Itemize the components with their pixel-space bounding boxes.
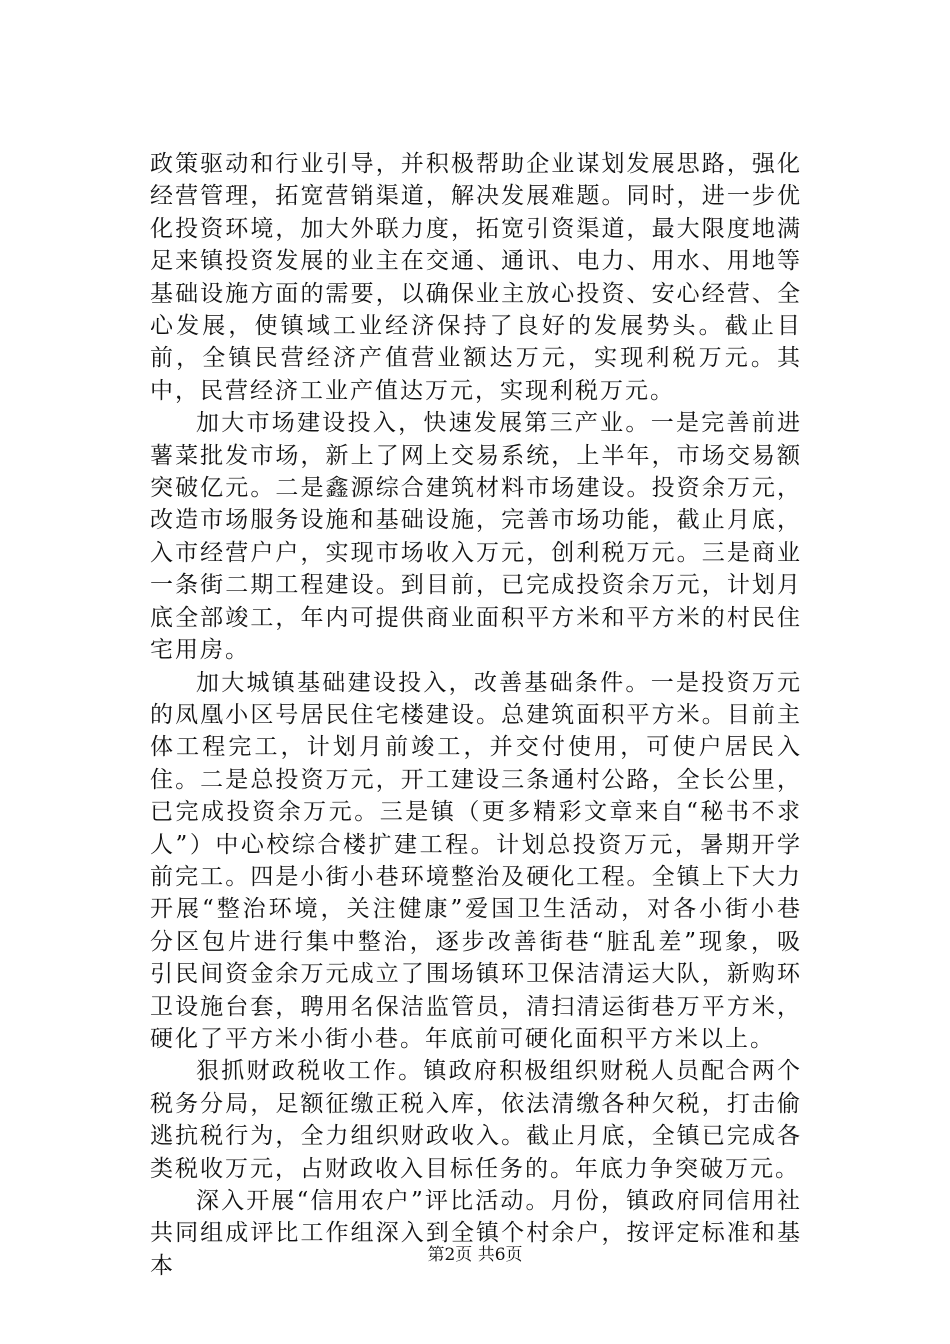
document-body (150, 148, 802, 1282)
paragraph-town-infrastructure: 加大城镇基础建设投入，改善基础条件。一是投资万元的凤凰小区号居民住宅楼建设。总建筑面积平方米。目前主体工程完工，计划月前竣工，并交付使用，可使户居民入住。二是总投资万元，开工建设三条通村公路，全长公里，已完成投资余万元。三是镇（更多精彩文章来自“秘书不求人”）中心校综合楼扩建工程。计划总投资万元，暑期开学前完工。四是小街小巷环境整治及硬化工程。全镇上下大力开展“整治环境，关注健康”爱国卫生活动，对各小街小巷分区包片进行集中整治，逐步改善街巷“脏乱差”现象，吸引民间资金余万元成立了围场镇环卫保洁清运大队，新购环卫设施台套，聘用名保洁监管员，清扫清运街巷万平方米，硬化了平方米小街小巷。年底前可硬化面积平方米以上。 (150, 669, 802, 1052)
page-number: 第2页 共6页 (427, 1245, 523, 1265)
paragraph-credit-farmers: 深入开展“信用农户”评比活动。月份，镇政府同信用社共同组成评比工作组深入到全镇个村余户，按评定标准和基本 (150, 1188, 802, 1279)
page-footer (0, 1240, 950, 1265)
paragraph-market-construction: 加大市场建设投入，快速发展第三产业。一是完善前进薯菜批发市场，新上了网上交易系统，上半年，市场交易额突破亿元。二是鑫源综合建筑材料市场建设。投资余万元，改造市场服务设施和基础设施，完善市场功能，截止月底，入市经营户户，实现市场收入万元，创利税万元。三是商业一条街二期工程建设。到目前，已完成投资余万元，计划月底全部竣工，年内可提供商业面积平方米和平方米的村民住宅用房。 (150, 410, 802, 664)
paragraph-enterprise-support: 政策驱动和行业引导，并积极帮助企业谋划发展思路，强化经营管理，拓宽营销渠道，解决发展难题。同时，进一步优化投资环境，加大外联力度，拓宽引资渠道，最大限度地满足来镇投资发展的业主在交通、通讯、电力、用水、用地等基础设施方面的需要，以确保业主放心投资、安心经营、全心发展，使镇域工业经济保持了良好的发展势头。截止目前，全镇民营经济产值营业额达万元，实现利税万元。其中，民营经济工业产值达万元，实现利税万元。 (150, 151, 802, 404)
paragraph-fiscal-tax: 狠抓财政税收工作。镇政府积极组织财税人员配合两个税务分局，足额征缴正税入库，依法清缴各种欠税，打击偷逃抗税行为，全力组织财政收入。截止月底，全镇已完成各类税收万元，占财政收入目标任务的。年底力争突破万元。 (150, 1058, 802, 1182)
